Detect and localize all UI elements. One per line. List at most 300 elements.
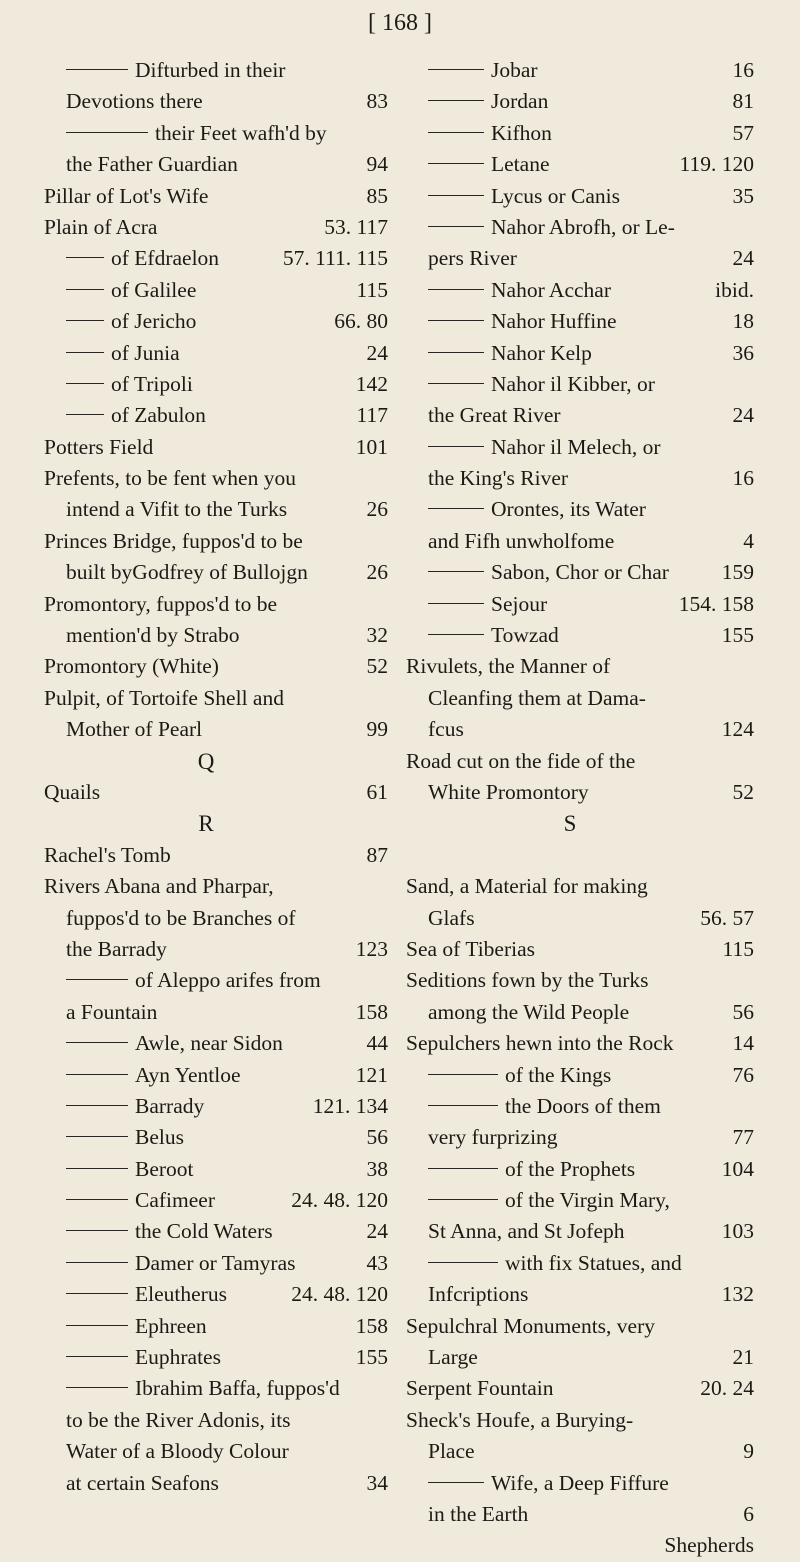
entry-text-wrap [406,683,646,714]
index-entry-continuation [406,777,754,808]
entry-text-wrap [44,934,167,965]
entry-text: Potters Field [44,434,154,459]
page-reference: 56. 57 [700,905,754,930]
entry-text-wrap [44,1436,289,1467]
entry-text-wrap [44,840,171,871]
index-entry-continuation [406,1342,754,1373]
entry-text: Water of a Bloody Colour [66,1439,289,1464]
page-reference: 24 [366,1219,388,1244]
entry-text: Jobar [491,58,538,82]
entry-text: Damer or Tamyras [135,1250,296,1275]
entry-text: of the Prophets [505,1156,636,1181]
entry-text: Place [428,1439,475,1464]
entry-text: Ephreen [135,1313,207,1338]
entry-text: Difturbed in their [135,58,286,82]
entry-text-wrap [406,338,592,369]
entry-text-wrap [44,149,238,180]
page-reference: 155 [721,623,754,648]
index-subentry [44,1311,388,1342]
page-reference: 159 [721,560,754,585]
entry-text: Nahor Huffine [491,309,617,334]
page-reference: 52 [732,779,754,804]
index-entry-continuation [406,903,754,934]
index-subentry [44,1028,388,1059]
entry-text-wrap [44,1279,227,1310]
entry-text: the King's River [428,466,569,491]
entry-text-wrap [406,620,559,651]
index-subentry [44,1248,388,1279]
entry-text: Serpent Fountain [406,1376,554,1401]
entry-text: Letane [491,152,550,177]
index-entry [44,463,388,494]
page-reference: 56 [732,999,754,1024]
page-reference: 24 [366,340,388,365]
entry-text-wrap [406,1185,670,1216]
entry-text-wrap [406,1342,478,1373]
entry-text: the Doors of them [505,1093,661,1118]
index-subentry [44,1216,388,1247]
index-entry-continuation [44,997,388,1028]
page-reference: 18 [732,309,754,334]
entry-text: intend a Vifit to the Turks [66,497,288,522]
index-entry-continuation [44,620,388,651]
entry-text-wrap [44,903,296,934]
page-reference: 26 [366,497,388,522]
page-reference: 94 [366,152,388,177]
entry-text: of Junia [111,340,180,365]
entry-text-wrap [406,400,561,431]
entry-text: Cleanfing them at Dama- [428,685,646,710]
entry-text-wrap [406,275,611,306]
ditto-dash [66,1387,128,1388]
ditto-dash [66,1325,128,1326]
entry-text-wrap [406,903,475,934]
index-entry [44,651,388,682]
entry-text: the Barrady [66,936,167,961]
entry-text-wrap [44,1091,204,1122]
entry-text-wrap [44,400,206,431]
index-subentry [44,243,388,274]
ditto-dash [66,414,104,415]
index-subentry [44,400,388,431]
index-subentry [406,589,754,620]
index-entry-continuation [406,1216,754,1247]
page-reference: 35 [732,183,754,208]
page-reference: 142 [355,371,388,396]
page-reference: 103 [721,1219,754,1244]
index-entry-continuation [406,714,754,745]
entry-text: Large [428,1345,478,1370]
entry-text-wrap [406,1028,674,1059]
page-reference: 115 [722,936,754,961]
entry-text-wrap [44,1060,241,1091]
page-reference: 38 [366,1156,388,1181]
index-subentry [44,275,388,306]
index-entry [406,1311,754,1342]
entry-text: the Cold Waters [135,1219,273,1244]
entry-text-wrap [44,306,196,337]
entry-text: their Feet wafh'd by [155,120,327,145]
index-entry [44,589,388,620]
entry-text: Orontes, its Water [491,497,646,522]
ditto-dash [428,289,484,290]
ditto-dash [66,1356,128,1357]
page-reference: 36 [732,340,754,365]
index-subentry [44,1185,388,1216]
index-subentry [406,86,754,117]
index-subentry [406,275,754,306]
page-reference: 44 [366,1031,388,1056]
index-entry-continuation [44,934,388,965]
index-entry-continuation [44,1436,388,1467]
page-reference: 43 [366,1250,388,1275]
ditto-dash [428,132,484,133]
entry-text: very furprizing [428,1125,558,1150]
index-entry-continuation [406,1499,754,1530]
entry-text: Awle, near Sidon [135,1031,283,1056]
entry-text: pers River [428,246,517,271]
ditto-dash [428,383,484,384]
entry-text-wrap [406,432,661,463]
page-reference: 158 [355,1313,388,1338]
entry-text-wrap [44,338,180,369]
index-subentry [406,181,754,212]
page-reference: 52 [366,654,388,679]
ditto-dash [66,1168,128,1169]
index-subentry [44,965,388,996]
entry-text-wrap [406,1468,669,1499]
page-reference: 20. 24 [700,1376,754,1401]
entry-text-wrap [44,557,308,588]
entry-text: of Jericho [111,309,197,334]
entry-text-wrap [406,55,538,86]
index-entry [44,432,388,463]
ditto-dash [428,1074,498,1075]
entry-text-wrap [44,589,277,620]
index-subentry [44,55,388,86]
entry-text-wrap [406,557,669,588]
page-number: [ 168 ] [368,10,432,36]
ditto-dash [66,979,128,980]
ditto-dash [428,1482,484,1483]
entry-text-wrap [406,746,635,777]
page-reference: 32 [366,623,388,648]
entry-text: Beroot [135,1156,194,1181]
page-reference: 117 [356,403,388,428]
entry-text-wrap [44,1185,215,1216]
page-reference: 24 [732,403,754,428]
page-reference: 53. 117 [324,214,388,239]
page-reference: 16 [732,58,754,82]
section-letter: R [198,811,214,837]
entry-text: St Anna, and St Jofeph [428,1219,625,1244]
page-reference: 119. 120 [679,152,754,177]
page-reference: 24. 48. 120 [291,1282,388,1307]
entry-text-wrap [44,1342,221,1373]
entry-text: of Galilee [111,277,197,302]
index-subentry [44,1342,388,1373]
ditto-dash [428,195,484,196]
index-entry [406,651,754,682]
entry-text-wrap [406,1436,475,1467]
entry-text-wrap [44,1216,273,1247]
entry-text: Plain of Acra [44,214,158,239]
entry-text-wrap [44,494,287,525]
index-entry [406,1373,754,1404]
index-entry [44,777,388,808]
entry-text-wrap [44,777,100,808]
entry-text-wrap [44,55,285,86]
ditto-dash [428,100,484,101]
index-entry-continuation [406,400,754,431]
index-subentry [44,1091,388,1122]
entry-text-wrap [44,1154,194,1185]
entry-text-wrap [44,651,219,682]
entry-text-wrap [406,1091,661,1122]
entry-text-wrap [406,526,614,557]
entry-text-wrap [406,934,535,965]
ditto-dash [428,634,484,635]
index-subentry [44,1060,388,1091]
entry-text-wrap [406,1311,655,1342]
entry-text-wrap [406,714,464,745]
entry-text: Lycus or Canis [491,183,620,208]
left-column [44,55,388,1499]
index-entry [406,1405,754,1436]
entry-text-wrap [406,212,675,243]
entry-text: Sabon, Chor or Char [491,560,669,585]
index-subentry [44,1373,388,1404]
entry-text-wrap [44,275,196,306]
entry-text: Cafimeer [135,1188,215,1213]
entry-text: built byGodfrey of Bullojgn [66,560,308,585]
index-entry [44,181,388,212]
ditto-dash [428,446,484,447]
entry-text-wrap [406,1405,633,1436]
page-reference: 121. 134 [312,1093,388,1118]
entry-text-wrap [406,777,589,808]
entry-text: of Efdraelon [111,246,220,271]
entry-text: Quails [44,779,101,804]
entry-text-wrap [406,1279,528,1310]
index-subentry [406,55,754,86]
entry-text: Rachel's Tomb [44,842,171,867]
index-entry-continuation [406,1122,754,1153]
entry-text: Sea of Tiberias [406,936,535,961]
index-entry-continuation [406,526,754,557]
index-entry-continuation [406,463,754,494]
ditto-dash [66,1293,128,1294]
index-subentry [44,369,388,400]
entry-text: Rivers Abana and Pharpar, [44,874,274,899]
page-reference: 16 [732,466,754,491]
entry-text-wrap [44,526,303,557]
index-entry-continuation [44,86,388,117]
ditto-dash [428,508,484,509]
blank-line [406,840,754,871]
entry-text: Promontory (White) [44,654,219,679]
ditto-dash [66,1199,128,1200]
page-reference: 124 [721,717,754,742]
section-letter: Q [197,748,215,774]
entry-text-wrap [406,463,568,494]
right-column [406,55,754,1562]
entry-text: and Fifh unwholfome [428,528,615,553]
entry-text: of the Virgin Mary, [505,1188,670,1213]
entry-text: Sheck's Houfe, a Burying- [406,1407,634,1432]
entry-text-wrap [406,1060,611,1091]
index-subentry [44,338,388,369]
entry-text: Sand, a Material for making [406,874,648,899]
page-reference: 132 [721,1282,754,1307]
entry-text: the Great River [428,403,561,428]
entry-text: Rivulets, the Manner of [406,654,611,679]
entry-text-wrap [44,212,157,243]
page-reference: 56 [366,1125,388,1150]
ditto-dash [66,289,104,290]
index-subentry [406,1060,754,1091]
entry-text: among the Wild People [428,999,630,1024]
entry-text: Sepulchers hewn into the Rock [406,1031,674,1056]
entry-text: Infcriptions [428,1282,529,1307]
index-entry [44,683,388,714]
ditto-dash [66,1262,128,1263]
entry-text: Princes Bridge, fuppos'd to be [44,528,303,553]
entry-text-wrap [406,1216,624,1247]
entry-text: Nahor Acchar [491,277,611,302]
page-reference: 87 [366,842,388,867]
page-reference: 115 [356,277,388,302]
index-entry [44,871,388,902]
entry-text-wrap [44,1122,184,1153]
entry-text: Nahor il Kibber, or [491,371,655,396]
index-entry [406,746,754,777]
page-reference: 104 [721,1156,754,1181]
index-entry-continuation [44,903,388,934]
ditto-dash [66,69,128,70]
page-reference: 57. 111. 115 [282,246,388,271]
ditto-dash [428,571,484,572]
ditto-dash [66,320,104,321]
entry-text: at certain Seafons [66,1470,219,1495]
entry-text: Eleutherus [135,1282,227,1307]
index-subentry [406,1091,754,1122]
entry-text-wrap [44,1028,283,1059]
ditto-dash [66,1230,128,1231]
entry-text-wrap [406,589,547,620]
page-reference: 123 [355,936,388,961]
index-subentry [406,338,754,369]
entry-text: in the Earth [428,1501,529,1526]
entry-text-wrap [406,871,648,902]
index-subentry [406,1185,754,1216]
entry-text-wrap [44,997,157,1028]
entry-text: of Zabulon [111,403,206,428]
entry-text-wrap [44,86,203,117]
entry-text-wrap [44,118,327,149]
entry-text: to be the River Adonis, its [66,1407,291,1432]
index-entry [406,1028,754,1059]
entry-text: Nahor il Melech, or [491,434,661,459]
index-subentry [44,306,388,337]
entry-text: Barrady [135,1093,205,1118]
page-reference: 26 [366,560,388,585]
page-reference: 99 [366,717,388,742]
entry-text: the Father Guardian [66,152,238,177]
entry-text-wrap [406,965,649,996]
entry-text-wrap [44,871,274,902]
entry-text-wrap [406,306,617,337]
page-reference: 101 [355,434,388,459]
entry-text-wrap [44,1468,219,1499]
page-reference: 81 [732,89,754,114]
entry-text-wrap [44,1311,207,1342]
index-entry-continuation [44,557,388,588]
page-reference: 83 [366,89,388,114]
entry-text-wrap [406,243,517,274]
entry-text-wrap [406,369,655,400]
ditto-dash [428,1105,498,1106]
entry-text: Glafs [428,905,475,930]
entry-text: Pulpit, of Tortoife Shell and [44,685,284,710]
index-entry-continuation [44,714,388,745]
index-subentry [44,1154,388,1185]
index-subentry [406,1154,754,1185]
entry-text: Sepulchral Monuments, very [406,1313,655,1338]
ditto-dash [428,320,484,321]
entry-text-wrap [44,683,284,714]
entry-text: Wife, a Deep Fiffure [491,1470,669,1495]
entry-text: with fix Statues, and [505,1250,682,1275]
ditto-dash [428,226,484,227]
ditto-dash [66,132,148,133]
entry-text-wrap [44,243,219,274]
index-subentry [44,1122,388,1153]
entry-text-wrap [406,118,552,149]
entry-text: Sejour [491,591,548,616]
page-reference: 61 [366,779,388,804]
page-reference: 57 [732,120,754,145]
page-reference: 155 [355,1345,388,1370]
ditto-dash [428,69,484,70]
ditto-dash [428,1168,498,1169]
entry-text-wrap [406,997,629,1028]
entry-text: Road cut on the fide of the [406,748,636,773]
ditto-dash [66,1105,128,1106]
page-reference: 9 [743,1439,754,1464]
page-reference: 34 [366,1470,388,1495]
entry-text: Nahor Abrofh, or Le- [491,214,675,239]
entry-text-wrap [44,181,208,212]
ditto-dash [428,1262,498,1263]
ditto-dash [66,257,104,258]
page-reference: 14 [732,1031,754,1056]
index-subentry [406,620,754,651]
entry-text-wrap [406,1154,635,1185]
index-entry-continuation [44,1405,388,1436]
entry-text-wrap [406,181,620,212]
index-entry [406,934,754,965]
ditto-dash [428,163,484,164]
entry-text: Belus [135,1125,184,1150]
page-reference: ibid. [715,277,754,302]
entry-text-wrap [406,651,610,682]
page-reference: 4 [743,528,754,553]
ditto-dash [66,1136,128,1137]
entry-text: of Aleppo arifes from [135,968,321,993]
entry-text: Euphrates [135,1345,221,1370]
index-subentry [406,1468,754,1499]
